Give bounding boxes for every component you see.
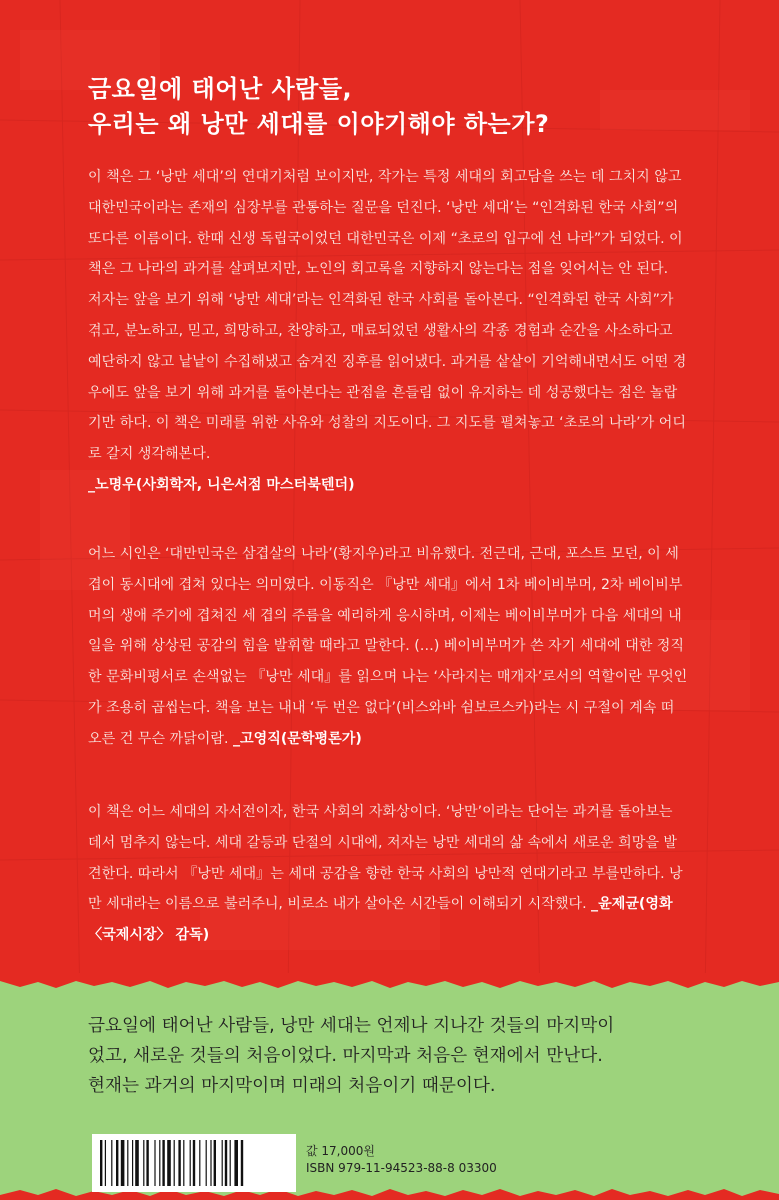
bottom-quote-line-3: 현재는 과거의 마지막이며 미래의 처음이기 때문이다.: [88, 1076, 496, 1096]
headline-line-2: 우리는 왜 낭만 세대를 이야기해야 하는가?: [88, 110, 550, 138]
barcode-bar: [154, 1140, 155, 1186]
review-3: [88, 797, 688, 951]
barcode-bar: [121, 1140, 125, 1186]
isbn-barcode: [92, 1134, 296, 1192]
headline: [88, 72, 549, 142]
barcode-bar: [190, 1140, 191, 1186]
barcode-bar: [105, 1140, 106, 1186]
isbn-label: ISBN 979-11-94523-88-8 03300: [306, 1161, 497, 1175]
barcode-bar: [210, 1140, 211, 1186]
barcode-bar: [222, 1140, 223, 1186]
barcode-bar: [199, 1140, 200, 1186]
barcode-bar: [214, 1140, 216, 1186]
barcode-bar: [167, 1140, 171, 1186]
bottom-quote-line-1: 금요일에 태어난 사람들, 낭만 세대는 언제나 지나간 것들의 마지막이: [88, 1016, 615, 1036]
headline-line-1: 금요일에 태어난 사람들,: [88, 75, 353, 103]
bottom-quote-line-2: 었고, 새로운 것들의 처음이었다. 마지막과 처음은 현재에서 만난다.: [88, 1046, 603, 1066]
barcode-bar: [206, 1140, 207, 1186]
barcode-bar: [162, 1140, 164, 1186]
barcode-bar: [230, 1140, 231, 1186]
barcode-bar: [225, 1140, 227, 1186]
review-2: [88, 539, 688, 755]
review-3-text: 이 책은 어느 세대의 자서전이자, 한국 사회의 자화상이다. ‘낭만’이라는 단어는 과거를 돌아보는 데서 멈추지 않는다. 세대 갈등과 단절의 시대에, 저자는 낭만 세대의 삶 속에서 새로운 희망을 발견한다. 따라서 『낭만 세대』는 세대 공감을 향한 한국 사회의 낭만적 연대기라고 부를만하다. 낭만 세대라는 이름으로 불러주니, 비로소 내가 살아온 시간들이 이해되기 시작했다.: [88, 804, 683, 913]
review-2-text: 어느 시인은 ‘대만민국은 삼겹살의 나라’(황지우)라고 비유했다. 전근대, 근대, 포스트 모던, 이 세 겹이 동시대에 겹쳐 있다는 의미였다. 이동직은 『낭만 세대』에서 1차 베이비부머, 2차 베이비부머의 생애 주기에 겹쳐진 세 겹의 주름을 예리하게 응시하며, 이제는 베이비부머가 다음 세대의 내일을 위해 상상된 공감의 힘을 발휘할 때라고 말한다. (…) 베이비부머가 쓴 자기 세대에 대한 정직한 문화비평서로 손색없는 『낭만 세대』를 읽으며 나는 ‘사라지는 매개자’로서의 역할이란 무엇인가 조용히 곱씹는다. 책을 보는 내내 ‘두 번은 없다’(비스와바 쉼보르스카)라는 시 구절이 계속 떠오른 건 무슨 까닭이람.: [88, 546, 688, 747]
review-1-paragraph-1: 이 책은 그 ‘낭만 세대’의 연대기처럼 보이지만, 작가는 특정 세대의 회고담을 쓰는 데 그치지 않고 대한민국이라는 존재의 심장부를 관통하는 질문을 던진다. ‘낭만 세대’는 “인격화된 한국 사회”의 또다른 이름이다. 한때 신생 독립국이었던 대한민국은 이제 “초로의 입구에 선 나라”가 되었다. 이 책은 그 나라의 과거를 살펴보지만, 노인의 회고록을 지향하지 않는다는 점을 잊어서는 안 된다.: [88, 169, 683, 278]
barcode-info: [306, 1143, 497, 1177]
barcode-bar: [146, 1140, 148, 1186]
barcode-bar: [100, 1140, 102, 1186]
barcode-bar: [183, 1140, 184, 1186]
barcode-bars: [100, 1140, 288, 1186]
bottom-quote: [88, 1011, 728, 1101]
price-label: 값 17,000원: [306, 1144, 375, 1158]
barcode-bar: [178, 1140, 180, 1186]
barcode-bar: [116, 1140, 118, 1186]
review-1-paragraph-2: 저자는 앞을 보기 위해 ‘낭만 세대’라는 인격화된 한국 사회를 돌아본다. “인격화된 한국 사회”가 겪고, 분노하고, 믿고, 희망하고, 찬양하고, 매료되었던 생활사의 각종 경험과 순간을 사소하다고 예단하지 않고 낱낱이 수집해냈고 숨겨진 징후를 읽어냈다. 과거를 샅샅이 기억해내면서도 어떤 경우에도 앞을 보기 위해 과거를 돌아본다는 관점을 흔들림 없이 유지하는 데 성공했다는 점은 놀랍기만 하다. 이 책은 미래를 위한 사유와 성찰의 지도이다. 그 지도를 펼쳐놓고 ‘초로의 나라’가 어디로 갈지 생각해본다.: [88, 292, 687, 463]
review-3-byline: _윤제균(영화 〈국제시장〉 감독): [88, 896, 673, 944]
review-1: [88, 162, 688, 501]
barcode-bar: [127, 1140, 128, 1186]
barcode-bar: [132, 1140, 133, 1186]
review-1-byline: _노명우(사회학자, 니은서점 마스터북텐더): [88, 476, 355, 493]
barcode-bar: [174, 1140, 175, 1186]
torn-top-edge: [0, 973, 779, 993]
barcode-bar: [234, 1140, 238, 1186]
barcode-bar: [193, 1140, 195, 1186]
barcode-bar: [111, 1140, 112, 1186]
barcode-bar: [135, 1140, 139, 1186]
barcode-bar: [159, 1140, 160, 1186]
review-2-byline: _고영직(문학평론가): [232, 730, 362, 747]
barcode-bar: [241, 1140, 243, 1186]
barcode-bar: [143, 1140, 144, 1186]
